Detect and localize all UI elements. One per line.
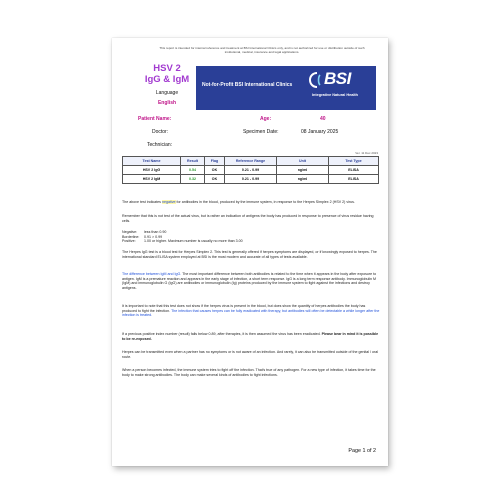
specimen-date-value: 08 January 2025 bbox=[301, 129, 339, 135]
header-unit: Unit bbox=[277, 157, 329, 166]
ref-positive bbox=[122, 239, 380, 244]
cell-flag: OK bbox=[205, 175, 225, 184]
paragraph-remember: Remember that this is not test of the actual virus, but is rather an indication of antigens the body has produced in response to presence of virus residue having cells. bbox=[122, 214, 374, 223]
ref-value: 0.91 > 0.99 bbox=[144, 234, 163, 239]
negative-highlight: negative bbox=[161, 200, 176, 204]
banner-text: Not-for-Profit BSI International Clinics bbox=[202, 82, 293, 88]
ref-label: Positive: bbox=[122, 239, 136, 244]
technician-label: Technician: bbox=[147, 142, 173, 148]
specimen-date-label: Specimen Date: bbox=[243, 129, 279, 135]
text-segment: The above test indicates bbox=[122, 200, 162, 204]
paragraph-igm-igg-difference bbox=[122, 272, 380, 290]
paragraph-result-summary bbox=[122, 200, 380, 205]
paragraph-igg-test: The Herpes IgG test is a blood test for Herpes Simplex 2. This test is generally offered if herpes symptoms are displayed, or if knowingly exposed to herpes. The international standard ELISA system employed at BSI is the most modern and accurate of all types of tests available. bbox=[122, 250, 377, 259]
clinic-banner bbox=[196, 66, 376, 110]
patient-name-label: Patient Name: bbox=[138, 116, 172, 122]
reference-values bbox=[122, 230, 380, 244]
text-segment: for antibodies in the blood, produced by the immune system, in response to the Herpes Simplex 2 (HSV 2) virus. bbox=[175, 200, 355, 204]
language-label: Language bbox=[155, 90, 179, 96]
age-value: 40 bbox=[320, 116, 326, 122]
cell-result: 0.32 bbox=[181, 175, 205, 184]
page-number: Page 1 of 2 bbox=[348, 448, 376, 454]
header-test-type: Test Type bbox=[329, 157, 379, 166]
text-segment: The most important difference between both antibodies is related to the time when it appears in the body after exposure to antigen. IgM is a premature reaction and appears in the early stage of infection, a short term response. IgG is a long term response antibody. Immunoglobulin M (IgM) and immunoglobulin G (IgG) are antibodies or immunoglobulin (Ig) proteins produced by the immune system to fight against the infections and destroy antigens. bbox=[122, 272, 377, 290]
doctor-label: Doctor: bbox=[152, 129, 169, 135]
bsi-logo bbox=[308, 71, 370, 105]
version-label: Ver. 11 Dec 2023 bbox=[355, 151, 378, 155]
table-header-row bbox=[123, 157, 379, 166]
header-flag: Flag bbox=[205, 157, 225, 166]
logo-word: BSI bbox=[324, 69, 351, 88]
paragraph-previous-positive bbox=[122, 332, 380, 341]
language-value: English bbox=[157, 100, 177, 106]
header-test-name: Test Name bbox=[123, 157, 181, 166]
cell-unit: ng/ml bbox=[277, 175, 329, 184]
disclaimer-notice: This report is intended for internal reference and treatment at BSI International Clinics only, and is not authorized for use or distribution outside of such institutional, medical, insurance and legal applications. bbox=[159, 46, 365, 54]
header-reference-range: Reference Range bbox=[225, 157, 277, 166]
cell-unit: ng/ml bbox=[277, 166, 329, 175]
report-page bbox=[112, 38, 388, 466]
title-line-2: IgG & IgM bbox=[144, 74, 190, 85]
age-label: Age: bbox=[260, 116, 272, 122]
cell-test-type: ELISA bbox=[329, 175, 379, 184]
ref-value: less than 0.90 bbox=[144, 230, 167, 234]
cell-flag: OK bbox=[205, 166, 225, 175]
title-line-1: HSV 2 bbox=[153, 63, 181, 74]
header-result: Result bbox=[181, 157, 205, 166]
text-segment: It is important to note that this test does not show if the herpes virus is present in the blood, but does show the quantity of herpes antibodies the body has produced to fight the infection. bbox=[122, 304, 366, 313]
logo-subtitle: Integrative Natural Health bbox=[312, 93, 358, 97]
cell-test-name: HSV 2 IgM bbox=[123, 175, 181, 184]
table-row bbox=[123, 166, 379, 175]
paragraph-transmission: Herpes can be transmitted even when a partner has no symptoms or is not aware of an infection. And rarely, it can also be transmitted outside of the genital / oral route. bbox=[122, 350, 379, 359]
eradication-note: The infection that causes herpes can be fully eradicated with therapy, but antibodies will often be detectable a while longer after the infection is treated. bbox=[122, 308, 380, 318]
ref-value: 1.00 or higher. Maximum number is usually no more than 3.00 bbox=[144, 239, 243, 244]
paragraph-important-note bbox=[122, 304, 380, 318]
re-exposure-warning: Please bear in mind it is possible to be re-exposed. bbox=[122, 332, 379, 341]
cell-test-type: ELISA bbox=[329, 166, 379, 175]
paragraph-immune-response: When a person becomes infected, the immune system tries to fight off the infection. That's true of any pathogen. For a new type of infection, it takes time for the body to make strong antibodies. The body can make several kinds of antibodies to fight infections. bbox=[122, 368, 376, 377]
difference-heading: The difference between IgM and IgG. bbox=[122, 272, 182, 276]
results-table bbox=[122, 156, 379, 184]
cell-reference-range: 0.21 - 0.99 bbox=[225, 166, 277, 175]
cell-test-name: HSV 2 IgG bbox=[123, 166, 181, 175]
text-segment: If a previous positive index number (result) falls below 0.89, after therapies, it is then assumed the virus has been eradicated. bbox=[122, 332, 322, 336]
ref-label: Borderline: bbox=[122, 234, 140, 239]
table-row bbox=[123, 175, 379, 184]
cell-reference-range: 0.21 - 0.99 bbox=[225, 175, 277, 184]
ref-label: Negative: bbox=[122, 230, 138, 234]
cell-result: 0.54 bbox=[181, 166, 205, 175]
